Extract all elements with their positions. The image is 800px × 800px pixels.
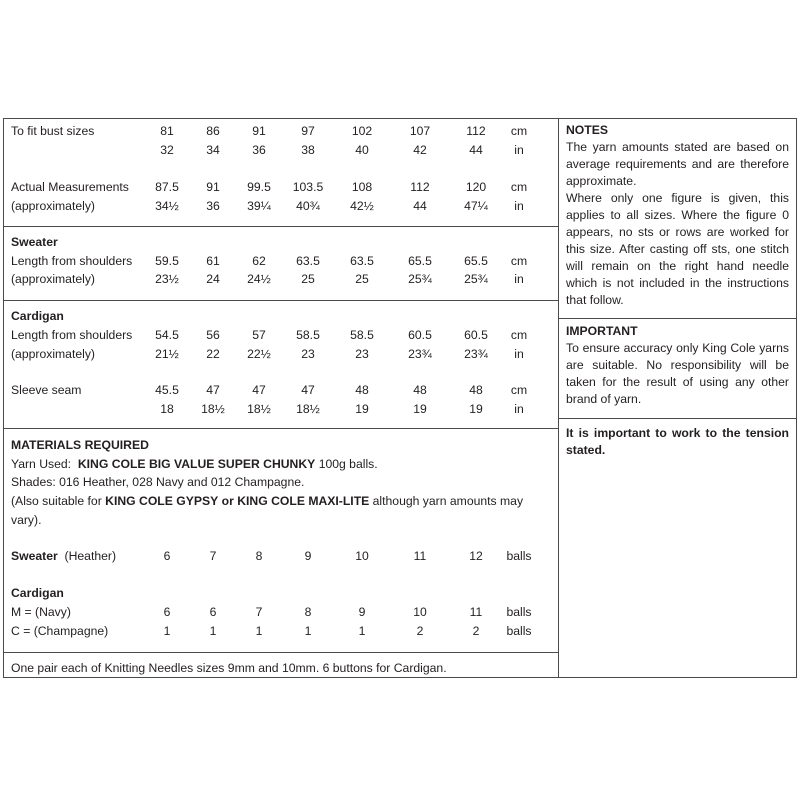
actual-cm-row-value: 103.5 <box>292 180 324 194</box>
notes-block <box>566 122 789 309</box>
actual-in-row-value: 40¾ <box>296 199 320 213</box>
sweater-balls-row-value: 7 <box>209 549 217 563</box>
divider-important <box>558 418 797 419</box>
cardigan-c-label: C = (Champagne) <box>11 624 109 638</box>
tension-note: It is important to work to the tension stated. <box>566 426 789 457</box>
sleeve-cm-row-unit: cm <box>510 383 528 397</box>
sleeve-in-row-value: 18 <box>160 402 174 416</box>
sweater-balls-row-value: 12 <box>469 549 483 563</box>
bust-cm-row-value: 81 <box>160 124 174 138</box>
cardigan-c-row-value: 1 <box>255 624 263 638</box>
cardigan-c-row-value: 1 <box>304 624 312 638</box>
sweater-length-cm-row-value: 63.5 <box>350 254 374 268</box>
sleeve-in-row-unit: in <box>514 402 524 416</box>
yarn-name: KING COLE BIG VALUE SUPER CHUNKY <box>77 457 316 471</box>
sweater-length-cm-row-value: 65.5 <box>408 254 432 268</box>
actual-cm-row-value: 120 <box>465 180 487 194</box>
cardigan-c-row-value: 1 <box>209 624 217 638</box>
cardigan-length-in-row-value: 21½ <box>155 347 179 361</box>
sweater-balls-row-value: 8 <box>255 549 263 563</box>
cardigan-m-row-value: 8 <box>304 605 312 619</box>
yarn-suffix: 100g balls. <box>318 457 378 471</box>
sweater-length-in-row-value: 23½ <box>155 272 179 286</box>
sleeve-cm-row-value: 47 <box>206 383 220 397</box>
sleeve-in-row-value: 18½ <box>247 402 271 416</box>
actual-cm-row-value: 112 <box>410 180 430 194</box>
actual-in-row-value: 36 <box>206 199 220 213</box>
sweater-length-in-row-value: 25 <box>355 272 369 286</box>
bust-cm-row-value: 91 <box>252 124 266 138</box>
cardigan-length-cm-row-value: 54.5 <box>155 328 179 342</box>
sweater-length-in-row-value: 25¾ <box>408 272 432 286</box>
sweater-balls-row-value: 6 <box>163 549 171 563</box>
notes-paragraph-2: Where only one figure is given, this applies to all sizes. Where the figure 0 appears, no sts or rows are worked for this size. After casting off sts, one stitch will remain on the right hand needle which is not included in the instructions that follow. <box>566 191 789 307</box>
actual-in-row-value: 42½ <box>350 199 374 213</box>
sleeve-in-row-value: 19 <box>355 402 369 416</box>
sleeve-cm-row-label: Sleeve seam <box>11 383 82 397</box>
bust-cm-row-value: 97 <box>301 124 315 138</box>
sleeve-cm-row-value: 47 <box>252 383 266 397</box>
sleeve-cm-row-value: 48 <box>355 383 369 397</box>
needles-line: One pair each of Knitting Needles sizes 9mm and 10mm. 6 buttons for Cardigan. <box>11 661 447 675</box>
bust-in-row-unit: in <box>514 143 524 157</box>
cardigan-m-row-value: 10 <box>413 605 427 619</box>
sweater-length-in-row-value: 24 <box>206 272 220 286</box>
bust-cm-row-label: To fit bust sizes <box>11 124 95 138</box>
notes-paragraph-1: The yarn amounts stated are based on average requirements and are therefore approximate. <box>566 140 789 188</box>
bust-cm-row-value: 112 <box>466 124 486 138</box>
sweater-length-cm-row-value: 62 <box>252 254 266 268</box>
sweater-length-cm-row-value: 65.5 <box>464 254 488 268</box>
cardigan-length-cm-row-value: 60.5 <box>408 328 432 342</box>
sleeve-in-row-value: 18½ <box>201 402 225 416</box>
important-block <box>566 323 789 408</box>
sleeve-cm-row-value: 48 <box>469 383 483 397</box>
cardigan-c-row-value: 1 <box>358 624 366 638</box>
divider-cardigan <box>3 300 558 301</box>
cardigan-length-in-row-value: 23 <box>355 347 369 361</box>
cardigan-c-row-value: 1 <box>163 624 171 638</box>
cardigan-length-cm-row-value: 60.5 <box>464 328 488 342</box>
cardigan-m-row-value: 9 <box>358 605 366 619</box>
cardigan-m-row-value: 7 <box>255 605 263 619</box>
also-suitable-line-2: vary). <box>11 513 42 527</box>
actual-cm-row-label: Actual Measurements <box>11 180 129 194</box>
actual-cm-row-value: 91 <box>206 180 220 194</box>
cardigan-length-in-row-label: (approximately) <box>11 347 95 361</box>
cardigan-m-label: M = (Navy) <box>11 605 71 619</box>
divider-sweater <box>3 226 558 227</box>
sweater-length-cm-row-label: Length from shoulders <box>11 254 133 268</box>
divider-needles <box>3 652 558 653</box>
bust-in-row-value: 34 <box>206 143 220 157</box>
sleeve-in-row-value: 18½ <box>296 402 320 416</box>
cardigan-length-in-row-value: 22½ <box>247 347 271 361</box>
actual-in-row-value: 34½ <box>155 199 179 213</box>
important-paragraph: To ensure accuracy only King Cole yarns are suitable. No responsibility will be taken for the result of using any other brand of yarn. <box>566 341 789 406</box>
cardigan-m-row-unit: balls <box>506 605 532 619</box>
sleeve-cm-row-value: 47 <box>301 383 315 397</box>
actual-cm-row-value: 99.5 <box>247 180 271 194</box>
bust-in-row-value: 40 <box>355 143 369 157</box>
sweater-length-in-row-value: 25¾ <box>464 272 488 286</box>
important-heading: IMPORTANT <box>566 324 638 338</box>
also-suffix: although yarn amounts may <box>372 494 524 508</box>
sweater-balls-row-value: 10 <box>355 549 369 563</box>
cardigan-c-row-unit: balls <box>506 624 532 638</box>
materials-heading: MATERIALS REQUIRED <box>11 438 149 452</box>
bust-cm-row-unit: cm <box>510 124 528 138</box>
actual-cm-row-value: 87.5 <box>155 180 179 194</box>
bust-cm-row-value: 102 <box>351 124 373 138</box>
also-name-2: KING COLE MAXI-LITE <box>237 494 370 508</box>
cardigan-length-cm-row-unit: cm <box>510 328 528 342</box>
cardigan-length-cm-row-value: 58.5 <box>350 328 374 342</box>
sweater-length-in-row-value: 25 <box>301 272 315 286</box>
sweater-length-in-row-unit: in <box>514 272 524 286</box>
bust-in-row-value: 42 <box>413 143 427 157</box>
also-prefix: (Also suitable for <box>11 494 102 508</box>
cardigan-length-in-row-unit: in <box>514 347 524 361</box>
sweater-balls-row-value: 11 <box>413 549 427 563</box>
shades-line: Shades: 016 Heather, 028 Navy and 012 Champagne. <box>11 475 305 489</box>
sweater-length-cm-row-value: 59.5 <box>155 254 179 268</box>
also-or: or <box>221 494 234 508</box>
cardigan-heading: Cardigan <box>11 309 64 323</box>
also-name-1: KING COLE GYPSY <box>105 494 219 508</box>
sweater-balls-heading: Sweater <box>11 549 58 563</box>
actual-cm-row-unit: cm <box>510 180 528 194</box>
yarn-used-line <box>11 457 378 471</box>
actual-cm-row-value: 108 <box>351 180 373 194</box>
cardigan-length-cm-row-value: 58.5 <box>296 328 320 342</box>
sleeve-in-row-value: 19 <box>469 402 483 416</box>
cardigan-length-in-row-value: 22 <box>206 347 220 361</box>
sleeve-in-row-value: 19 <box>413 402 427 416</box>
bust-in-row-value: 36 <box>252 143 266 157</box>
bust-in-row-value: 32 <box>160 143 174 157</box>
cardigan-m-row-value: 11 <box>469 605 483 619</box>
cardigan-length-cm-row-label: Length from shoulders <box>11 328 133 342</box>
also-suitable-line <box>11 494 523 508</box>
actual-in-row-value: 39¼ <box>247 199 271 213</box>
sweater-length-in-row-value: 24½ <box>247 272 271 286</box>
cardigan-length-in-row-value: 23¾ <box>464 347 488 361</box>
cardigan-c-row-value: 2 <box>416 624 424 638</box>
cardigan-length-in-row-value: 23 <box>301 347 315 361</box>
cardigan-length-cm-row-value: 57 <box>252 328 266 342</box>
sweater-length-cm-row-unit: cm <box>510 254 528 268</box>
sweater-length-cm-row-value: 61 <box>206 254 220 268</box>
sweater-balls-shade: (Heather) <box>64 549 117 563</box>
cardigan-m-row-value: 6 <box>209 605 217 619</box>
sleeve-cm-row-value: 48 <box>413 383 427 397</box>
bust-cm-row-value: 86 <box>206 124 220 138</box>
bust-in-row-value: 38 <box>301 143 315 157</box>
cardigan-length-in-row-value: 23¾ <box>408 347 432 361</box>
sleeve-cm-row-value: 45.5 <box>155 383 179 397</box>
cardigan-length-cm-row-value: 56 <box>206 328 220 342</box>
bust-cm-row-value: 107 <box>409 124 431 138</box>
actual-in-row-value: 47¼ <box>464 199 488 213</box>
divider-materials <box>3 428 558 429</box>
sweater-length-in-row-label: (approximately) <box>11 272 95 286</box>
divider-notes <box>558 318 797 319</box>
sweater-heading: Sweater <box>11 235 58 249</box>
actual-in-row-label: (approximately) <box>11 199 95 213</box>
sweater-length-cm-row-value: 63.5 <box>296 254 320 268</box>
actual-in-row-unit: in <box>514 199 524 213</box>
bust-in-row-value: 44 <box>469 143 483 157</box>
cardigan-m-row-value: 6 <box>163 605 171 619</box>
cardigan-c-row-value: 2 <box>472 624 480 638</box>
actual-in-row-value: 44 <box>413 199 427 213</box>
sweater-balls-row-value: 9 <box>304 549 312 563</box>
column-divider <box>558 118 559 678</box>
sweater-balls-row-unit: balls <box>506 549 532 563</box>
yarn-prefix: Yarn Used: <box>11 457 72 471</box>
cardigan-balls-heading: Cardigan <box>11 586 64 600</box>
sweater-balls-label <box>11 549 116 563</box>
notes-heading: NOTES <box>566 123 608 137</box>
